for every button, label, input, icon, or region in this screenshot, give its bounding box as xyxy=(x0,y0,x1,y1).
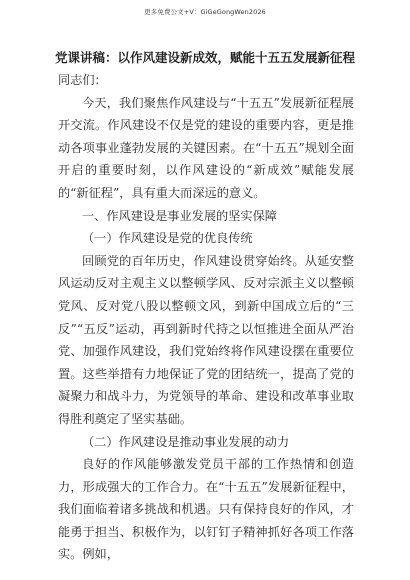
paragraph-intro: 今天，我们聚焦作风建设与“十五五”发展新征程展开交流。作风建设不仅是党的建设的重要内容，更是推动各项事业蓬勃发展的关键因素。在“十五五”规划全面开启的重要时刻，以作风建设的“新成效”赋能发展的“新征程”，具有重大而深远的意义。 xyxy=(58,95,354,200)
subsection-heading-1: （一）作风建设是党的优良传统 xyxy=(82,231,253,246)
paragraph-history: 回顾党的百年历史，作风建设贯穿始终。从延安整风运动反对主观主义以整顿学风、反对宗派主义以整顿党风、反对党八股以整顿文风，到新中国成立后的“三反”“五反”运动，再到新时代持之以恒推进全面从严治党、加强作风建设，我们党始终将作风建设摆在重要位置。这些举措有力地保证了党的团结统一，提高了党的凝聚力和战斗力，为党领导的革命、建设和改革事业取得胜利奠定了坚实基础。 xyxy=(58,253,354,426)
paragraph-motivation: 良好的作风能够激发党员干部的工作热情和创造力，形成强大的工作合力。在“十五五”发展新征程中，我们面临着诸多挑战和机遇。只有保持良好的作风，才能勇于担当、积极作为，以钉钉子精神抓好各项工作落实。例如， xyxy=(58,457,354,562)
subsection-heading-2: （二）作风建设是推动事业发展的动力 xyxy=(82,434,290,449)
header-note: 更多免费公文+V：GiGeGongWen2026 xyxy=(144,8,266,16)
salutation: 同志们： xyxy=(58,73,107,87)
document-title: 党课讲稿：以作风建设新成效，赋能十五五发展新征程 xyxy=(54,50,355,65)
section-heading-1: 一、作风建设是事业发展的坚实保障 xyxy=(82,208,277,223)
document-body xyxy=(58,69,354,566)
